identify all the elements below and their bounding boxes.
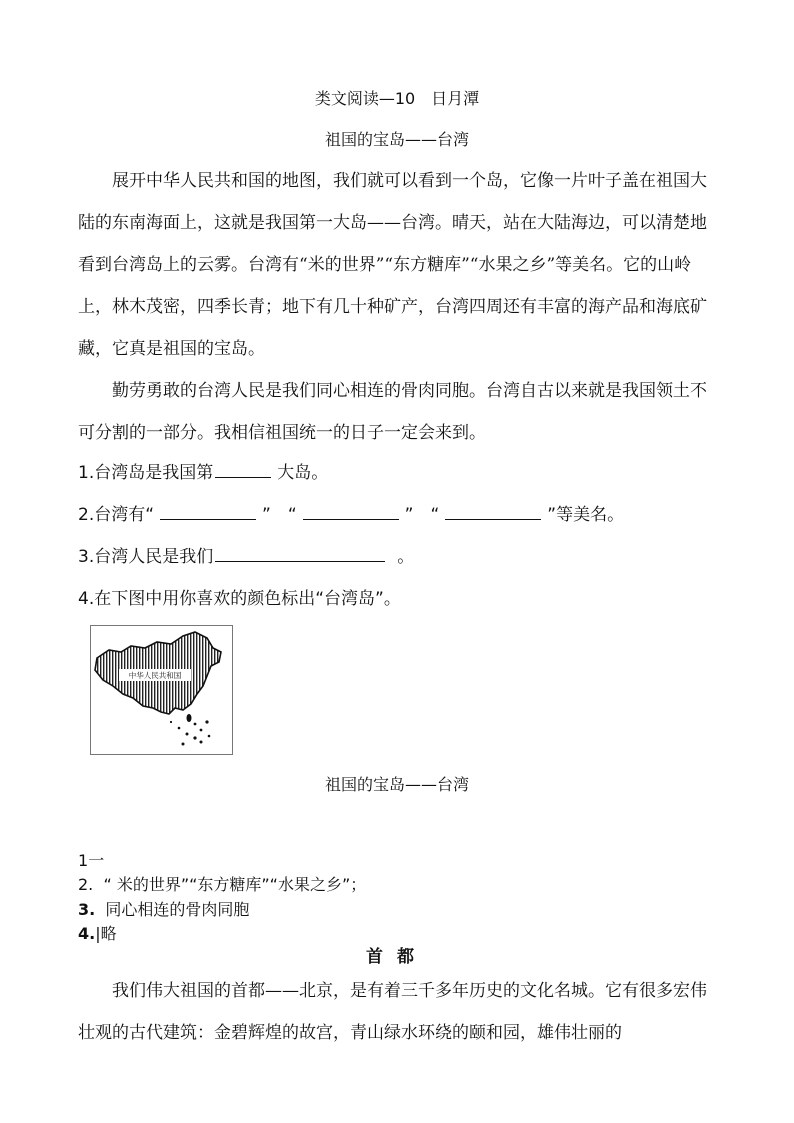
china-map-figure[interactable] (90, 625, 233, 755)
paragraph-2-text: 勤劳勇敢的台湾人民是我们同心相连的骨肉同胞。台湾自古以来就是我国领土不可分割的一部分。我相信祖国统一的日子一定会来到。 (78, 381, 707, 443)
answer-blank-2c[interactable] (445, 501, 541, 520)
question-1-suffix: 大岛。 (277, 463, 329, 483)
question-2-separator-1: ” “ (262, 505, 297, 525)
taiwan-island-icon[interactable] (187, 714, 192, 722)
answer-1 (78, 848, 104, 871)
question-3-suffix: 。 (397, 547, 415, 567)
question-2-text: 2.台湾有“ (78, 505, 155, 525)
section-2-paragraph-text: 我们伟大祖国的首都——北京，是有着三千多年历史的文化名城。它有很多宏伟壮观的古代建筑：金碧辉煌的故宫，青山绿水环绕的颐和园，雄伟壮丽的 (78, 981, 707, 1043)
answer-blank-1[interactable] (215, 459, 271, 478)
answer-blank-3[interactable] (215, 543, 385, 562)
map-country-label: 中华人民共和国 (128, 671, 182, 680)
question-2 (78, 500, 624, 525)
section-2-paragraph (78, 970, 718, 1054)
answer-1-text: 一 (88, 851, 105, 870)
answer-4 (78, 921, 117, 944)
answer-1-number: 1 (78, 851, 89, 870)
answer-3 (78, 897, 249, 920)
question-1-text: 1.台湾岛是我国第 (78, 463, 214, 483)
question-3 (78, 542, 414, 567)
paragraph-1-text: 展开中华人民共和国的地图，我们就可以看到一个岛，它像一片叶子盖在祖国大陆的东南海面上，这就是我国第一大岛——台湾。晴天，站在大陆海边，可以清楚地看到台湾岛上的云雾。台湾有“米的世界”“东方糖库”“水果之乡”等美名。它的山岭上，林木茂密，四季长青；地下有几十种矿产，台湾四周还有丰富的海产品和海底矿藏，它真是祖国的宝岛。 (78, 171, 707, 359)
passage-paragraph-1 (78, 160, 718, 370)
answer-3-text: 同心相连的骨肉同胞 (105, 900, 250, 919)
china-map-icon (91, 626, 232, 754)
answer-blank-2a[interactable] (160, 501, 256, 520)
question-1 (78, 458, 328, 483)
answer-4-text: |略 (95, 924, 117, 943)
question-2-suffix: ”等美名。 (547, 505, 625, 525)
answer-3-number: 3. (78, 900, 96, 919)
question-3-text: 3.台湾人民是我们 (78, 547, 214, 567)
page-title: 类文阅读—10 日月潭 (314, 89, 480, 108)
passage-paragraph-2 (78, 370, 718, 454)
question-2-separator-2: ” “ (404, 505, 440, 525)
answer-2-number: 2. (78, 875, 94, 894)
question-4: 4.在下图中用你喜欢的颜色标出“台湾岛”。 (78, 589, 401, 609)
section-2-heading: 首都 (366, 947, 428, 967)
answer-2-text: “ 米的世界”“东方糖库”“水果之乡”； (103, 875, 367, 894)
passage-title: 祖国的宝岛——台湾 (324, 130, 469, 149)
answer-blank-2b[interactable] (303, 501, 399, 520)
answer-2 (78, 872, 366, 895)
map-caption: 祖国的宝岛——台湾 (324, 775, 469, 794)
answer-4-number: 4. (78, 924, 96, 943)
